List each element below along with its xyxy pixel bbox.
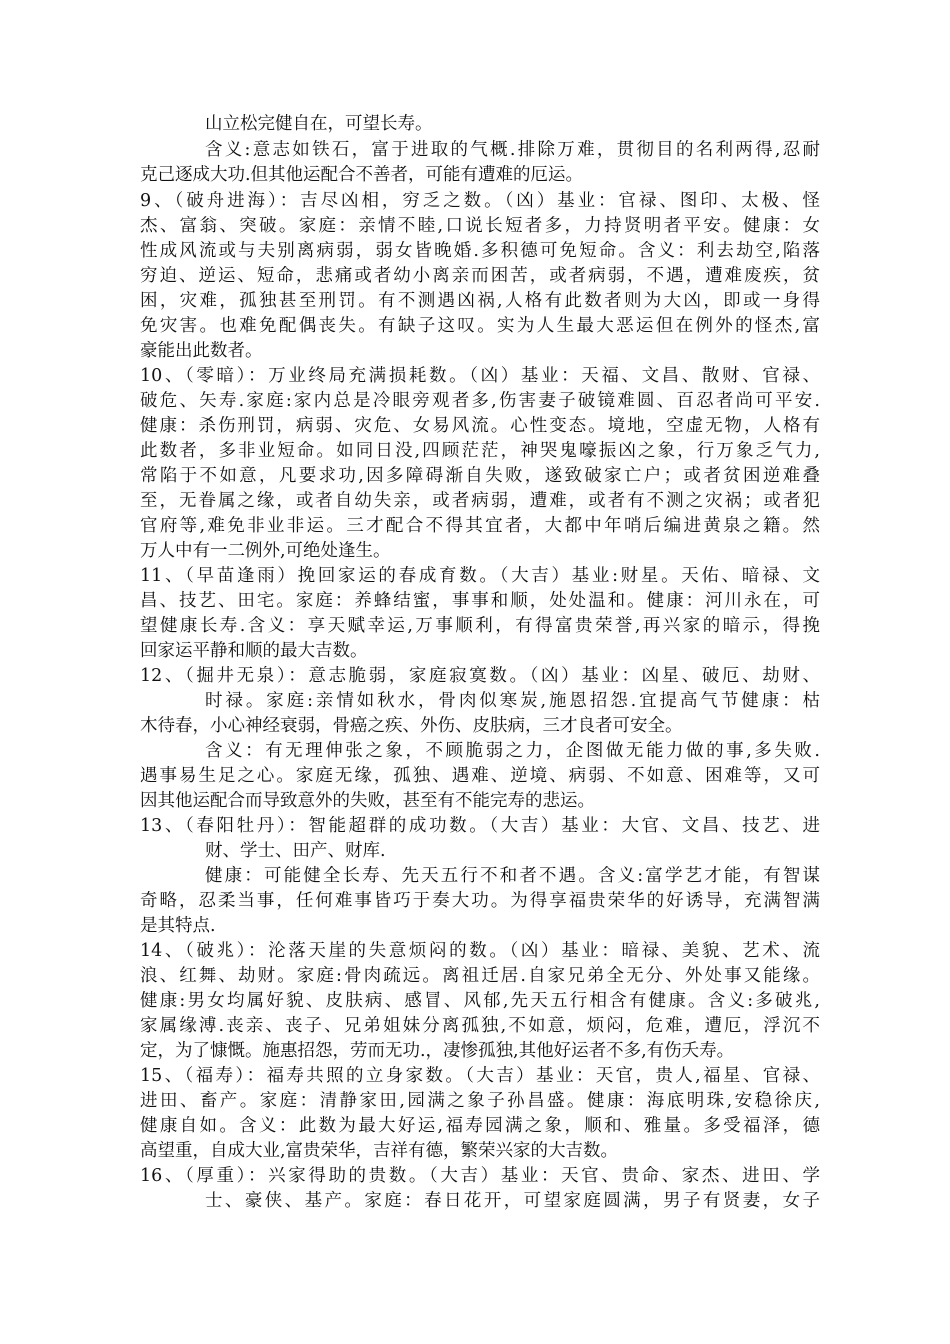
text-line: 万人中有一二例外,可绝处逢生。 [140,541,391,561]
text-line: 14、（破兆）：沦落天崖的失意烦闷的数。（凶）基业：暗禄、美貌、艺术、流 [140,941,820,961]
text-line: 10、（零暗）：万业终局充满损耗数。（凶）基业：天福、文昌、散财、官禄、 [140,366,820,386]
text-line: 家属缘溥.丧亲、丧子、兄弟姐妹分离孤独,不如意，烦闷，危难，遭厄，浮沉不 [140,1016,820,1036]
text-line: 回家运平静和顺的最大吉数。 [140,641,368,661]
text-line: 高望重，自成大业,富贵荣华，吉祥有德，繁荣兴家的大吉数。 [140,1141,619,1161]
text-line: 健康自如。含义：此数为最大好运,福寿园满之象，顺和、雅量。多受福泽，德 [140,1116,820,1136]
text-line: 杰、富翁、突破。家庭：亲情不睦,口说长短者多，力持贤明者平安。健康：女 [140,216,820,236]
text-line: 因其他运配合而导致意外的失败，甚至有不能完寿的悲运。 [140,791,595,811]
text-line: 昌、技艺、田宅。家庭：养蜂结蜜，事事和顺，处处温和。健康：河川永在，可 [140,591,820,611]
text-line: 16、（厚重）：兴家得助的贵数。（大吉）基业：天官、贵命、家杰、进田、学 [140,1166,820,1186]
text-line: 浪、红舞、劫财。家庭:骨肉疏远。离祖迁居.自家兄弟全无分、外处事又能缘。 [140,966,820,986]
text-line: 财、学士、田产、财库. [205,841,386,861]
text-line: 健康：杀伤刑罚，病弱、灾危、女易风流。心性变态。境地，空虚无物，人格有 [140,416,820,436]
text-line: 困，灾难，孤独甚至刑罚。有不测遇凶祸,人格有此数者则为大凶，即或一身得 [140,291,820,311]
text-line: 破危、矢寿.家庭:家内总是冷眼旁观者多,伤害妻子破镜难圆、百忍者尚可平安. [140,391,820,411]
text-line: 至，无眷属之缘，或者自幼失亲，或者病弱，遭难，或者有不测之灾祸；或者犯 [140,491,820,511]
text-line: 15、（福寿）：福寿共照的立身家数。（大吉）基业：天官，贵人,福星、官禄、 [140,1066,820,1086]
text-line: 豪能出此数者。 [140,341,263,361]
text-line: 木待春，小心神经衰弱，骨癌之疾、外伤、皮肤病，三才良者可安全。 [140,716,683,736]
text-line: 定，为了慷慨。施惠招怨，劳而无功.，凄惨孤独,其他好运者不多,有伤夭寿。 [140,1041,735,1061]
text-line: 含义:意志如铁石，富于进取的气概.排除万难，贯彻目的名利两得,忍耐 [205,140,820,160]
text-line: 健康：可能健全长寿、先天五行不和者不遇。含义:富学艺才能，有智谋 [205,866,820,886]
text-line: 免灾害。也难免配偶丧失。有缺子这叹。实为人生最大恶运但在例外的怪杰,富 [140,316,820,336]
text-line: 9、（破舟进海）：吉尽凶相，穷乏之数。（凶）基业：官禄、图印、太极、怪 [140,191,820,211]
text-line: 12、（掘井无泉）：意志脆弱，家庭寂寞数。（凶）基业：凶星、破厄、劫财、 [140,666,820,686]
text-line: 奇略，忍柔当事，任何难事皆巧于奏大功。为得享福贵荣华的好诱导，充满智满 [140,891,820,911]
text-line: 山立松完健自在，可望长寿。 [205,114,433,134]
text-line: 11、（早苗逢雨）挽回家运的春成育数。（大吉）基业:财星。天佑、暗禄、文 [140,566,820,586]
text-line: 此数者，多非业短命。如同日没,四顾茫茫，神哭鬼嚎振凶之象，行万象乏气力, [140,441,820,461]
text-line: 望健康长寿.含义：享天赋幸运,万事顺利，有得富贵荣誉,再兴家的暗示，得挽 [140,616,820,636]
text-line: 是其特点. [140,916,216,936]
text-line: 健康:男女均属好貌、皮肤病、感冒、风郁,先天五行相含有健康。含义:多破兆, [140,991,820,1011]
text-line: 含义：有无理伸张之象，不顾脆弱之力，企图做无能力做的事,多失败. [205,741,820,761]
text-line: 常陷于不如意，凡要求功,因多障碍渐自失败，遂致破家亡户；或者贫困逆难叠 [140,466,820,486]
text-line: 遇事易生足之心。家庭无缘，孤独、遇难、逆境、病弱、不如意、困难等，又可 [140,766,820,786]
text-line: 时禄。家庭:亲情如秋水，骨肉似寒炭,施恩招怨.宜提高气节健康：枯 [205,691,820,711]
text-line: 士、豪侠、基产。家庭：春日花开，可望家庭圆满，男子有贤妻，女子 [205,1191,820,1211]
text-line: 进田、畜产。家庭：清静家田,园满之象子孙昌盛。健康：海底明珠,安稳徐庆, [140,1091,820,1111]
text-line: 穷迫、逆运、短命，悲痛或者幼小离亲而困苦，或者病弱，不遇，遭难废疾，贫 [140,266,820,286]
text-line: 克己逐成大功.但其他运配合不善者，可能有遭难的厄运。 [140,165,584,185]
text-line: 性成风流或与夫别离病弱，弱女皆晚婚.多积德可免短命。含义：利去劫空,陷落 [140,241,820,261]
text-line: 13、（春阳牡丹）：智能超群的成功数。（大吉）基业：大官、文昌、技艺、进 [140,816,820,836]
text-line: 官府等,难免非业非运。三才配合不得其宜者，大都中年哨后编进黄泉之籍。然 [140,516,820,536]
